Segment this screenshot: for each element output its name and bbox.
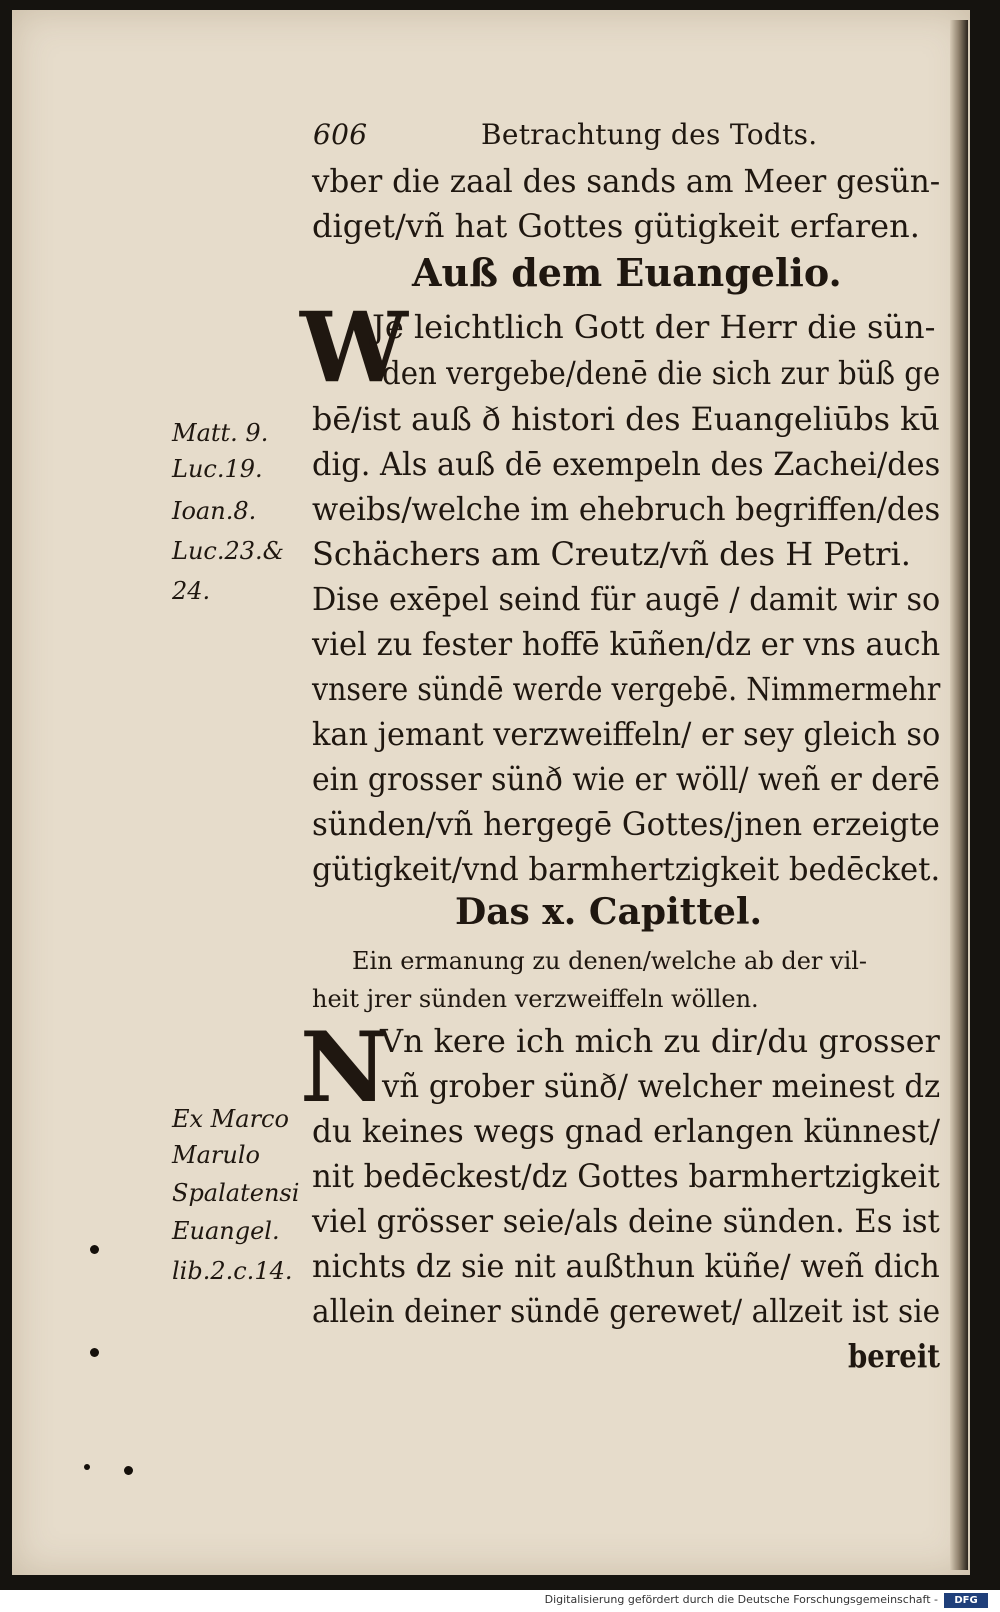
text-line: nit bedēckest/dz Gottes barmhertzigkeit xyxy=(312,1157,940,1195)
text-line: du keines wegs gnad erlangen künnest/ xyxy=(312,1112,941,1150)
marginal-source-note: Marulo xyxy=(172,1141,260,1169)
chapter-heading: Das x. Capittel. xyxy=(455,891,763,933)
funding-credit: Digitalisierung gefördert durch die Deutsche Forschungsgemeinschaft - xyxy=(544,1593,938,1606)
ink-speck xyxy=(90,1245,99,1254)
marginal-source-note: lib.2.c.14. xyxy=(172,1257,293,1285)
footer-bar xyxy=(0,1590,1000,1612)
marginal-reference: Ioan.8. xyxy=(172,497,257,525)
text-line: vñ grober sünð/ welcher meinest dz xyxy=(382,1067,941,1105)
chapter-summary-line: Ein ermanung zu denen/welche ab der vil- xyxy=(352,947,868,975)
text-line: den vergebe/denē die sich zur büß ge xyxy=(382,354,941,392)
drop-cap-initial: W xyxy=(300,291,408,404)
text-line: Dise exēpel seind für augē / damit wir so xyxy=(312,580,941,618)
text-line: Schächers am Creutz/vñ des H Petri. xyxy=(312,535,911,573)
text-line: ein grosser sünð wie er wöll/ weñ er derē xyxy=(312,760,940,798)
text-line: gütigkeit/vnd barmhertzigkeit bedēcket. xyxy=(312,850,941,888)
text-line: diget/vñ hat Gottes gütigkeit erfaren. xyxy=(312,207,920,245)
page-header xyxy=(313,118,953,154)
text-line: viel grösser seie/als deine sünden. Es ist xyxy=(312,1202,940,1240)
marginal-reference: Luc.23.& xyxy=(172,537,284,565)
ink-speck xyxy=(84,1464,90,1470)
chapter-summary-line: heit jrer sünden verzweiffeln wöllen. xyxy=(312,985,759,1013)
marginal-reference: Luc.19. xyxy=(172,455,263,483)
text-line: viel zu fester hoffē kūñen/dz er vns auch xyxy=(312,625,941,663)
marginal-source-note: Euangel. xyxy=(172,1217,280,1245)
ink-speck xyxy=(90,1348,99,1357)
dfg-logo-icon: DFG xyxy=(944,1593,988,1608)
running-head: Betrachtung des Todts. xyxy=(481,118,818,151)
page-gutter-shadow xyxy=(950,20,968,1570)
text-line: weibs/welche im ehebruch begriffen/des xyxy=(312,490,941,528)
text-line: dig. Als auß dē exempeln des Zachei/des xyxy=(312,445,941,483)
marginal-source-note: Spalatensi xyxy=(172,1179,300,1207)
catchword: bereit xyxy=(848,1337,941,1375)
marginal-source-note: Ex Marco xyxy=(172,1105,289,1133)
text-line: vber die zaal des sands am Meer gesün- xyxy=(312,162,941,200)
text-line: Je leichtlich Gott der Herr die sün- xyxy=(372,308,936,346)
text-line: nichts dz sie nit außthun küñe/ weñ dich xyxy=(312,1247,940,1285)
page-number: 606 xyxy=(313,118,368,151)
text-line: kan jemant verzweiffeln/ er sey gleich so xyxy=(312,715,941,753)
marginal-reference: Matt. 9. xyxy=(172,419,269,447)
ink-speck xyxy=(124,1466,133,1475)
marginal-reference: 24. xyxy=(172,577,211,605)
text-line: sünden/vñ hergegē Gottes/jnen erzeigte xyxy=(312,805,940,843)
text-line: Vn kere ich mich zu dir/du grosser xyxy=(380,1022,940,1060)
text-line: allein deiner sündē gerewet/ allzeit ist sie xyxy=(312,1292,941,1330)
text-line: vnsere sündē werde vergebē. Nimmermehr xyxy=(312,670,941,708)
section-heading: Auß dem Euangelio. xyxy=(412,250,842,295)
text-line: bē/ist auß ð histori des Euangeliūbs kū xyxy=(312,400,940,438)
drop-cap-initial: N xyxy=(300,1011,388,1124)
